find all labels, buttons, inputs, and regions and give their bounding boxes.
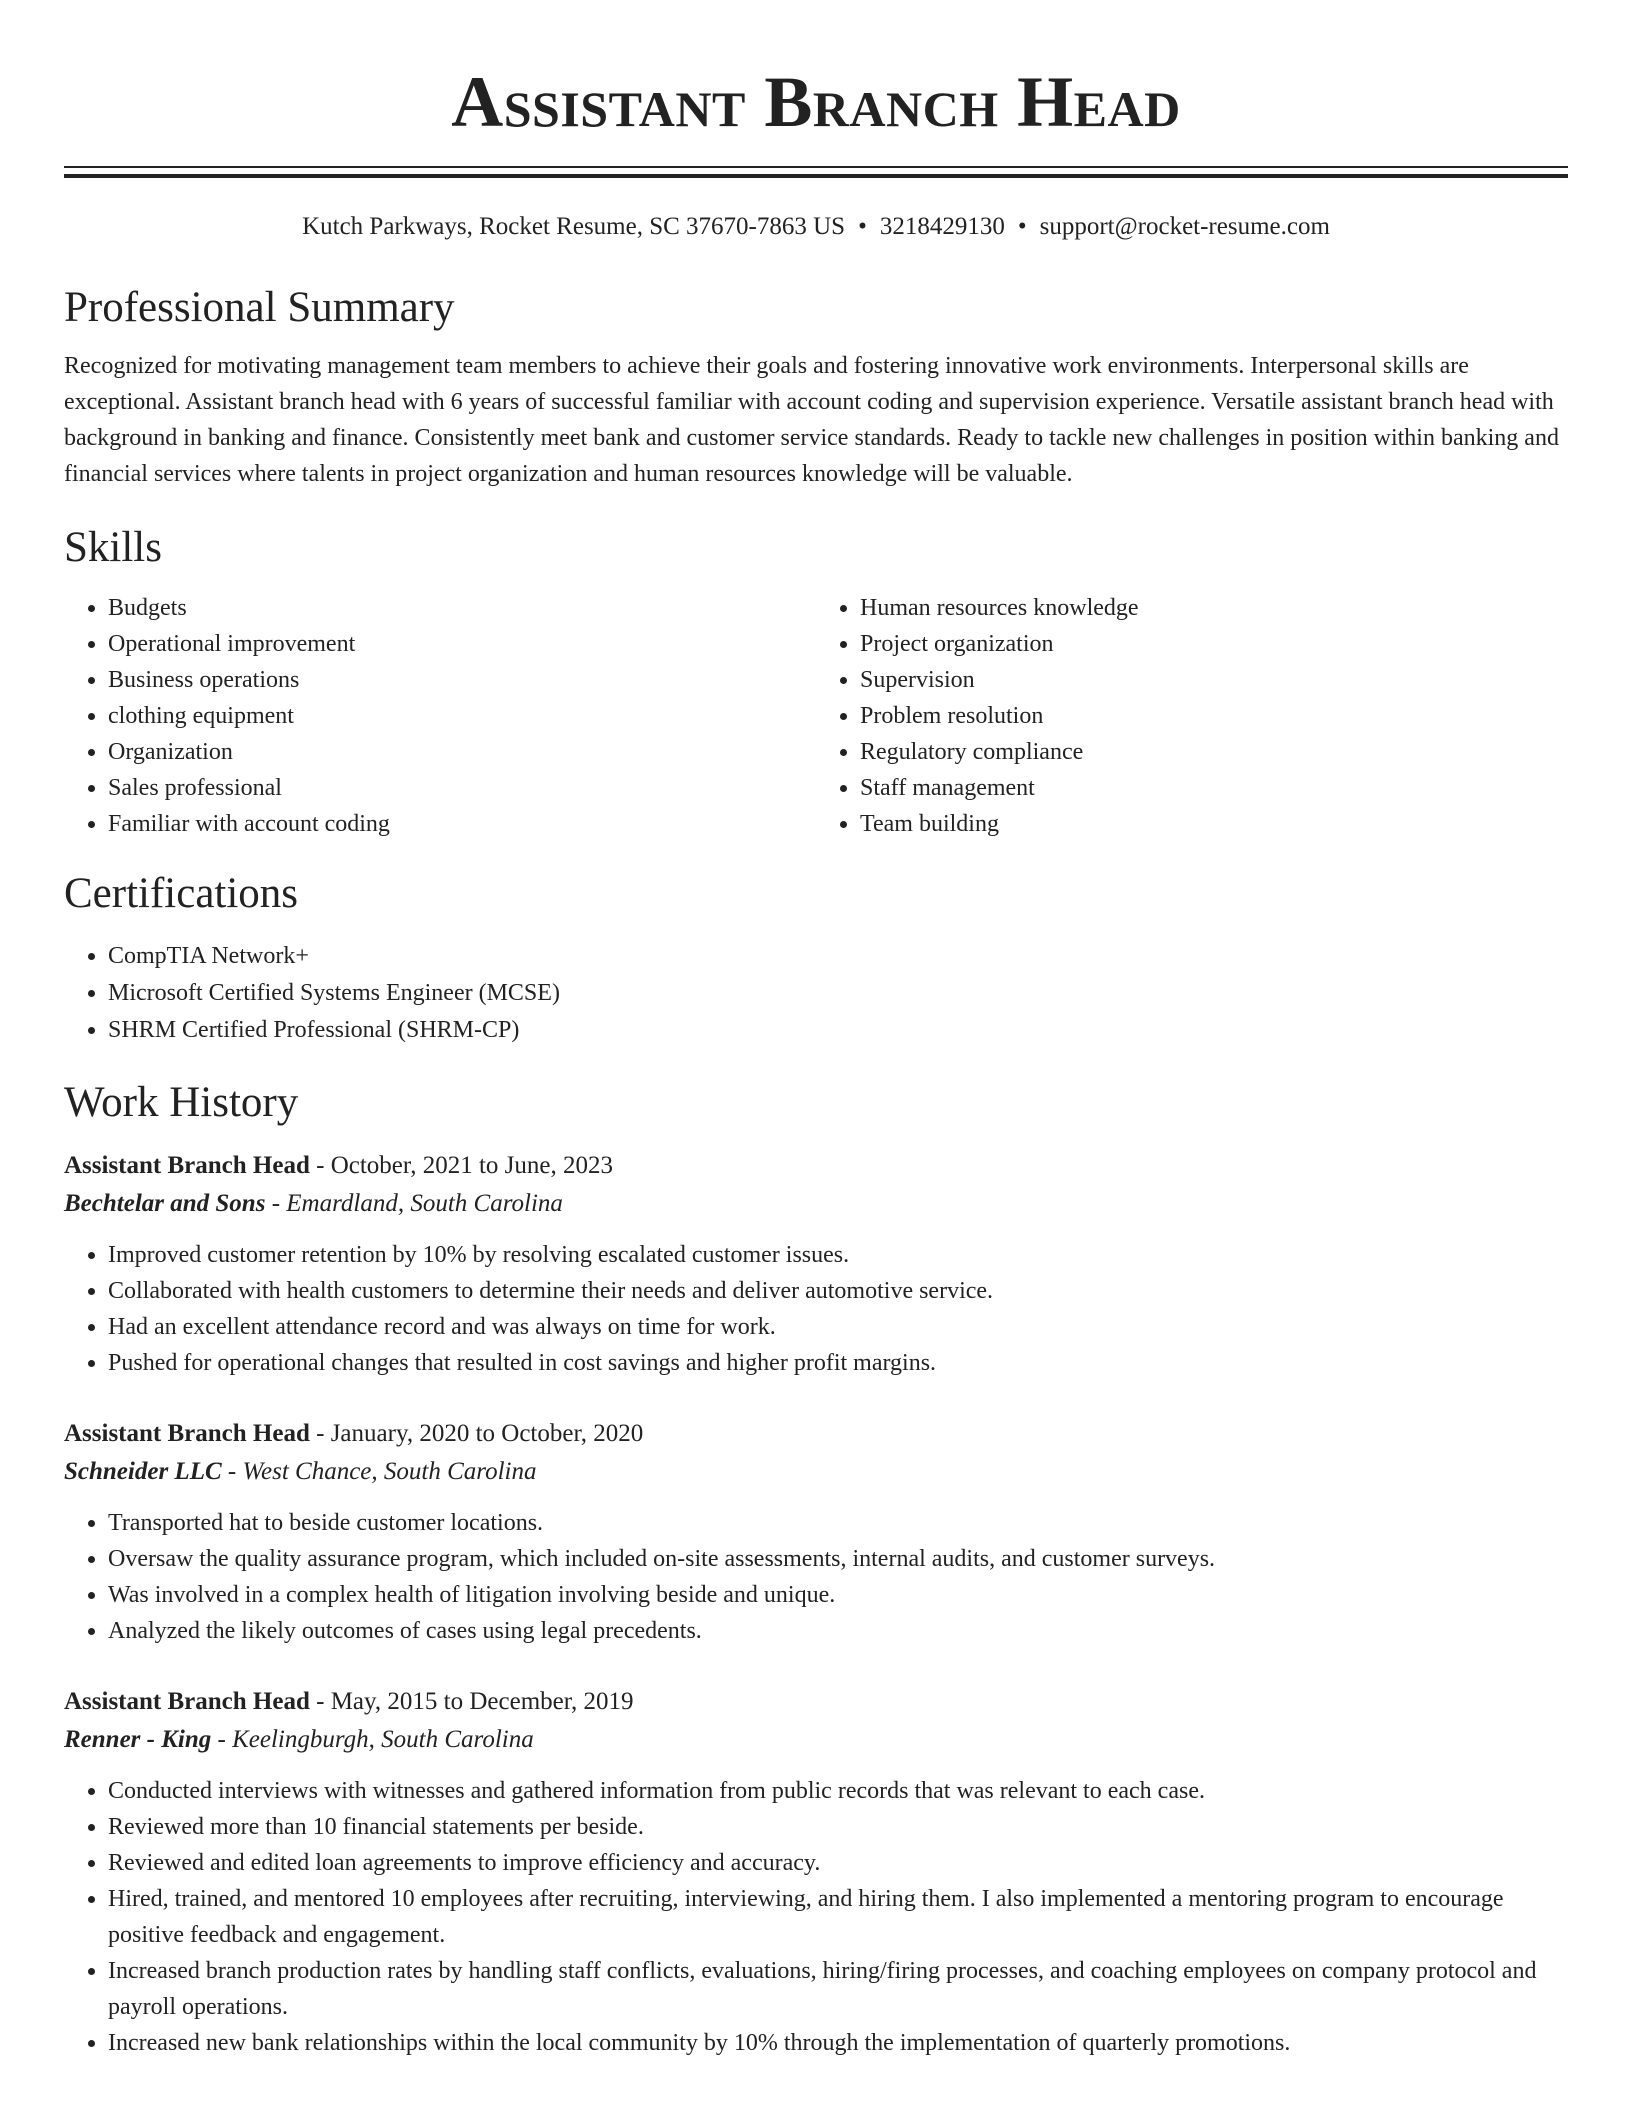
job-title-line [64,1415,1568,1453]
job-bullet: • Increased branch production rates by handling staff conflicts, evaluations, hiring/firing processes, and coaching employees on company protocol and payroll operations. [108,1953,1568,2025]
resume-title: Assistant Branch Head [451,62,1181,142]
job-location: - West Chance, South Carolina [221,1458,537,1485]
certifications-list [64,938,1568,1049]
contact-separator: • [858,213,867,240]
certifications-heading: Certifications [64,870,299,917]
job-bullets [64,1237,1568,1381]
skill-item: • Staff management [860,770,1568,806]
job-bullets [64,1773,1568,2061]
summary-section [64,280,1568,492]
certification-item: • CompTIA Network+ [108,938,1568,975]
resume-page [64,0,1568,2061]
certification-item: • SHRM Certified Professional (SHRM-CP) [108,1012,1568,1049]
job-bullet: • Analyzed the likely outcomes of cases using legal precedents. [108,1613,1568,1649]
title-divider-thin [64,166,1568,168]
job-bullet: • Was involved in a complex health of litigation involving beside and unique. [108,1577,1568,1613]
contact-line [64,210,1568,244]
job-company: Schneider LLC [64,1458,222,1485]
skill-item: • Team building [860,806,1568,842]
skills-list-left [64,590,816,842]
skills-list-right [816,590,1568,842]
skills-heading: Skills [64,524,162,571]
skill-item: • Budgets [108,590,816,626]
skill-item: • Business operations [108,662,816,698]
job-title: Assistant Branch Head [64,1420,310,1447]
summary-heading: Professional Summary [64,284,455,331]
job-bullet: • Improved customer retention by 10% by resolving escalated customer issues. [108,1237,1568,1273]
skill-item: • clothing equipment [108,698,816,734]
skill-item: • Operational improvement [108,626,816,662]
skill-item: • Sales professional [108,770,816,806]
job-entry [64,1415,1568,1649]
job-bullet: • Collaborated with health customers to determine their needs and deliver automotive service. [108,1273,1568,1309]
job-location: - Keelingburgh, South Carolina [211,1726,534,1753]
job-dates: - May, 2015 to December, 2019 [309,1688,634,1715]
job-dates: - January, 2020 to October, 2020 [309,1420,644,1447]
skill-item: • Problem resolution [860,698,1568,734]
job-entry [64,1147,1568,1381]
skill-item: • Familiar with account coding [108,806,816,842]
work-history-heading: Work History [64,1079,299,1126]
work-history-section [64,1075,1568,2061]
job-entry [64,1683,1568,2061]
job-bullet: • Pushed for operational changes that resulted in cost savings and higher profit margins. [108,1345,1568,1381]
contact-phone: 3218429130 [879,213,1005,240]
skill-item: • Project organization [860,626,1568,662]
job-title: Assistant Branch Head [64,1152,310,1179]
job-bullet: • Hired, trained, and mentored 10 employees after recruiting, interviewing, and hiring them. I also implemented a mentoring program to encourage positive feedback and engagement. [108,1881,1568,1953]
certifications-section [64,866,1568,1049]
job-company-line [64,1721,1568,1759]
contact-separator: • [1017,213,1027,240]
certification-item: • Microsoft Certified Systems Engineer (MCSE) [108,975,1568,1012]
job-company-line [64,1185,1568,1223]
job-company-line [64,1453,1568,1491]
job-title-line [64,1683,1568,1721]
job-title: Assistant Branch Head [64,1688,310,1715]
skill-item: • Supervision [860,662,1568,698]
job-bullet: • Oversaw the quality assurance program, which included on-site assessments, internal audits, and customer surveys. [108,1541,1568,1577]
job-dates: - October, 2021 to June, 2023 [309,1152,613,1179]
job-bullet: • Had an excellent attendance record and was always on time for work. [108,1309,1568,1345]
job-location: - Emardland, South Carolina [265,1190,563,1217]
skills-section [64,520,1568,842]
summary-text: Recognized for motivating management team members to achieve their goals and fostering innovative work environments. Interpersonal skills are exceptional. Assistant branch head with 6 years of successful familiar with account coding and supervision experience. Versatile assistant branch head with background in banking and finance. Consistently meet bank and customer service standards. Ready to tackle new challenges in position within banking and financial services where talents in project organization and human resources knowledge will be valuable. [64,353,1559,487]
skills-columns [64,590,1568,842]
contact-address: Kutch Parkways, Rocket Resume, SC 37670-7863 US [302,213,846,240]
job-bullets [64,1505,1568,1649]
contact-email: support@rocket-resume.com [1039,213,1330,240]
job-company: Bechtelar and Sons [64,1190,266,1217]
job-bullet: • Reviewed more than 10 financial statements per beside. [108,1809,1568,1845]
job-bullet: • Increased new bank relationships within the local community by 10% through the implementation of quarterly promotions. [108,2025,1568,2061]
job-bullet: • Reviewed and edited loan agreements to improve efficiency and accuracy. [108,1845,1568,1881]
skill-item: • Human resources knowledge [860,590,1568,626]
job-title-line [64,1147,1568,1185]
job-company: Renner - King [64,1726,212,1753]
skill-item: • Organization [108,734,816,770]
title-divider-thick [64,174,1568,178]
job-bullet: • Conducted interviews with witnesses and gathered information from public records that was relevant to each case. [108,1773,1568,1809]
skill-item: • Regulatory compliance [860,734,1568,770]
job-bullet: • Transported hat to beside customer locations. [108,1505,1568,1541]
